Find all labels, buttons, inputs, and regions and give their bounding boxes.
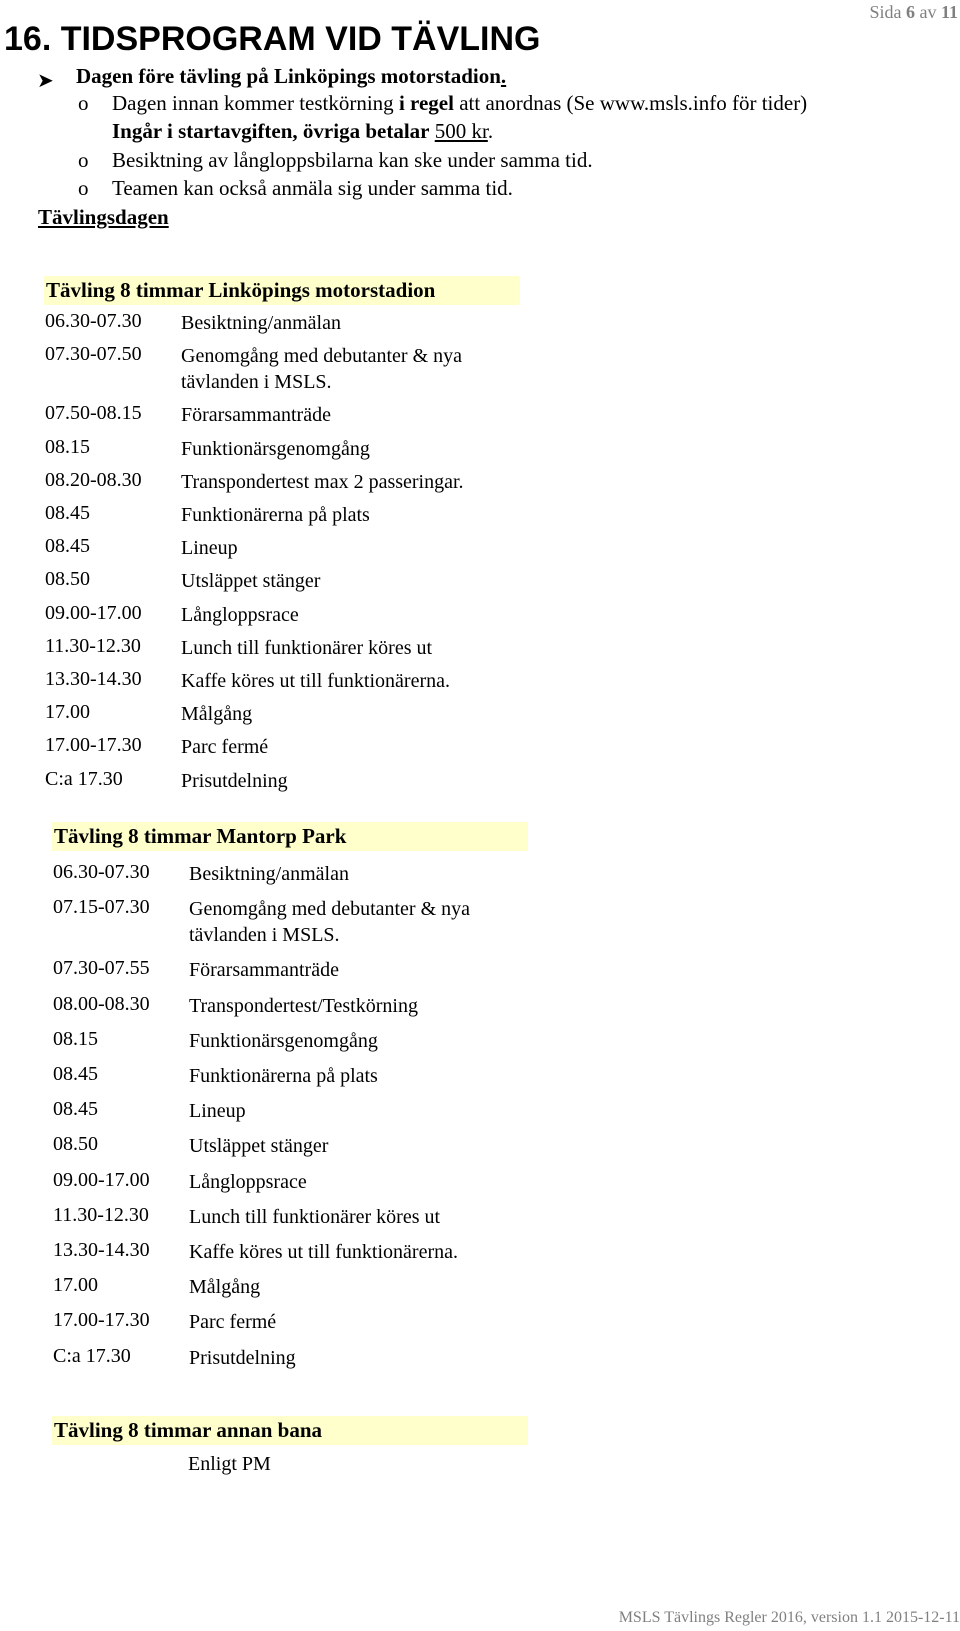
schedule-activity: Parc fermé (181, 736, 269, 759)
schedule-time: C:a 17.30 (45, 767, 123, 790)
other-track-note: Enligt PM (188, 1453, 271, 1475)
schedule-time: 08.45 (45, 502, 90, 524)
page-total: 11 (940, 2, 958, 22)
page-title: 16. TIDSPROGRAM VID TÄVLING (4, 20, 541, 58)
schedule-time: 08.45 (53, 1063, 98, 1085)
schedule-activity: Kaffe köres ut till funktionärerna. (189, 1241, 458, 1263)
schedule-activity: Kaffe köres ut till funktionärerna. (181, 670, 450, 692)
schedule-activity: Funktionärsgenomgång (189, 1029, 378, 1052)
other-track-title: Tävling 8 timmar annan bana (52, 1416, 528, 1445)
schedule-time: 07.30-07.50 (45, 343, 142, 366)
schedule-time: 06.30-07.30 (45, 310, 142, 332)
schedule-activity: Lineup (189, 1100, 246, 1123)
schedule-activity: Lunch till funktionärer köres ut (189, 1205, 441, 1228)
bullet-marker: o (78, 91, 89, 115)
schedule-activity: Funktionärsgenomgång (181, 437, 370, 460)
intro-bullet-1-continued: Ingår i startavgiften, övriga betalar 500 kr. (112, 119, 494, 143)
schedule-time: 11.30-12.30 (45, 634, 141, 657)
intro-arrow-item: Dagen före tävling på Linköpings motorstadion. (76, 64, 507, 88)
schedule-activity: Utsläppet stänger (189, 1135, 329, 1158)
mantorp-title: Tävling 8 timmar Mantorp Park (52, 822, 528, 851)
schedule-time: 08.45 (53, 1098, 98, 1121)
schedule-activity: Genomgång med debutanter & nya tävlanden i MSLS. (189, 898, 471, 947)
schedule-time: 08.15 (53, 1027, 98, 1050)
schedule-time: C:a 17.30 (53, 1344, 131, 1367)
arrow-bullet-icon: ➤ (37, 70, 54, 92)
page-prefix: Sida (869, 2, 902, 22)
schedule-time: 08.50 (53, 1133, 98, 1156)
schedule-time: 17.00-17.30 (45, 734, 142, 757)
competition-day-heading: Tävlingsdagen (38, 205, 169, 229)
schedule-activity: Funktionärerna på plats (181, 504, 370, 526)
schedule-time: 11.30-12.30 (53, 1203, 149, 1226)
schedule-activity: Lineup (181, 537, 238, 560)
schedule-activity: Förarsammanträde (181, 404, 331, 427)
schedule-activity: Utsläppet stänger (181, 570, 321, 593)
schedule-time: 08.45 (45, 535, 90, 558)
page-separator: av (919, 2, 937, 22)
schedule-time: 09.00-17.00 (45, 601, 142, 624)
schedule-activity: Transpondertest/Testkörning (189, 994, 418, 1017)
schedule-activity: Besiktning/anmälan (181, 312, 341, 334)
schedule-time: 07.30-07.55 (53, 957, 150, 980)
schedule-activity: Förarsammanträde (189, 959, 339, 982)
schedule-activity: Genomgång med debutanter & nya tävlanden i MSLS. (181, 345, 463, 394)
page-current: 6 (905, 2, 915, 22)
schedule-activity: Prisutdelning (181, 769, 288, 792)
schedule-activity: Prisutdelning (189, 1346, 296, 1369)
intro-bullet-1: Dagen innan kommer testkörning i regel att anordnas (Se www.msls.info för tider) (112, 91, 808, 115)
schedule-time: 07.50-08.15 (45, 402, 142, 425)
schedule-activity: Besiktning/anmälan (189, 863, 349, 885)
schedule-activity: Transpondertest max 2 passeringar. (181, 470, 464, 493)
schedule-activity: Målgång (181, 703, 253, 726)
schedule-time: 17.00-17.30 (53, 1309, 150, 1332)
bullet-marker: o (78, 176, 89, 200)
schedule-time: 13.30-14.30 (53, 1239, 150, 1261)
schedule-time: 08.00-08.30 (53, 992, 150, 1015)
schedule-activity: Långloppsrace (189, 1170, 307, 1193)
schedule-activity: Funktionärerna på plats (189, 1065, 378, 1087)
schedule-activity: Lunch till funktionärer köres ut (181, 636, 433, 659)
schedule-time: 08.15 (45, 435, 90, 458)
schedule-time: 17.00 (53, 1274, 98, 1297)
schedule-time: 09.00-17.00 (53, 1168, 150, 1191)
schedule-time: 13.30-14.30 (45, 668, 142, 690)
schedule-activity: Långloppsrace (181, 603, 299, 626)
bullet-marker: o (78, 148, 89, 172)
schedule-activity: Parc fermé (189, 1311, 277, 1334)
schedule-time: 08.50 (45, 568, 90, 591)
intro-bullet-3: Teamen kan också anmäla sig under samma tid. (112, 176, 513, 200)
page-number (869, 2, 958, 23)
page-footer: MSLS Tävlings Regler 2016, version 1.1 2015-12-11 (618, 1609, 960, 1626)
schedule-time: 17.00 (45, 701, 90, 724)
schedule-activity: Målgång (189, 1276, 261, 1299)
schedule-time: 07.15-07.30 (53, 896, 150, 919)
schedule-time: 08.20-08.30 (45, 468, 142, 491)
intro-bullet-2: Besiktning av långloppsbilarna kan ske under samma tid. (112, 148, 593, 172)
linkoping-title: Tävling 8 timmar Linköpings motorstadion (44, 276, 520, 305)
schedule-time: 06.30-07.30 (53, 861, 150, 883)
